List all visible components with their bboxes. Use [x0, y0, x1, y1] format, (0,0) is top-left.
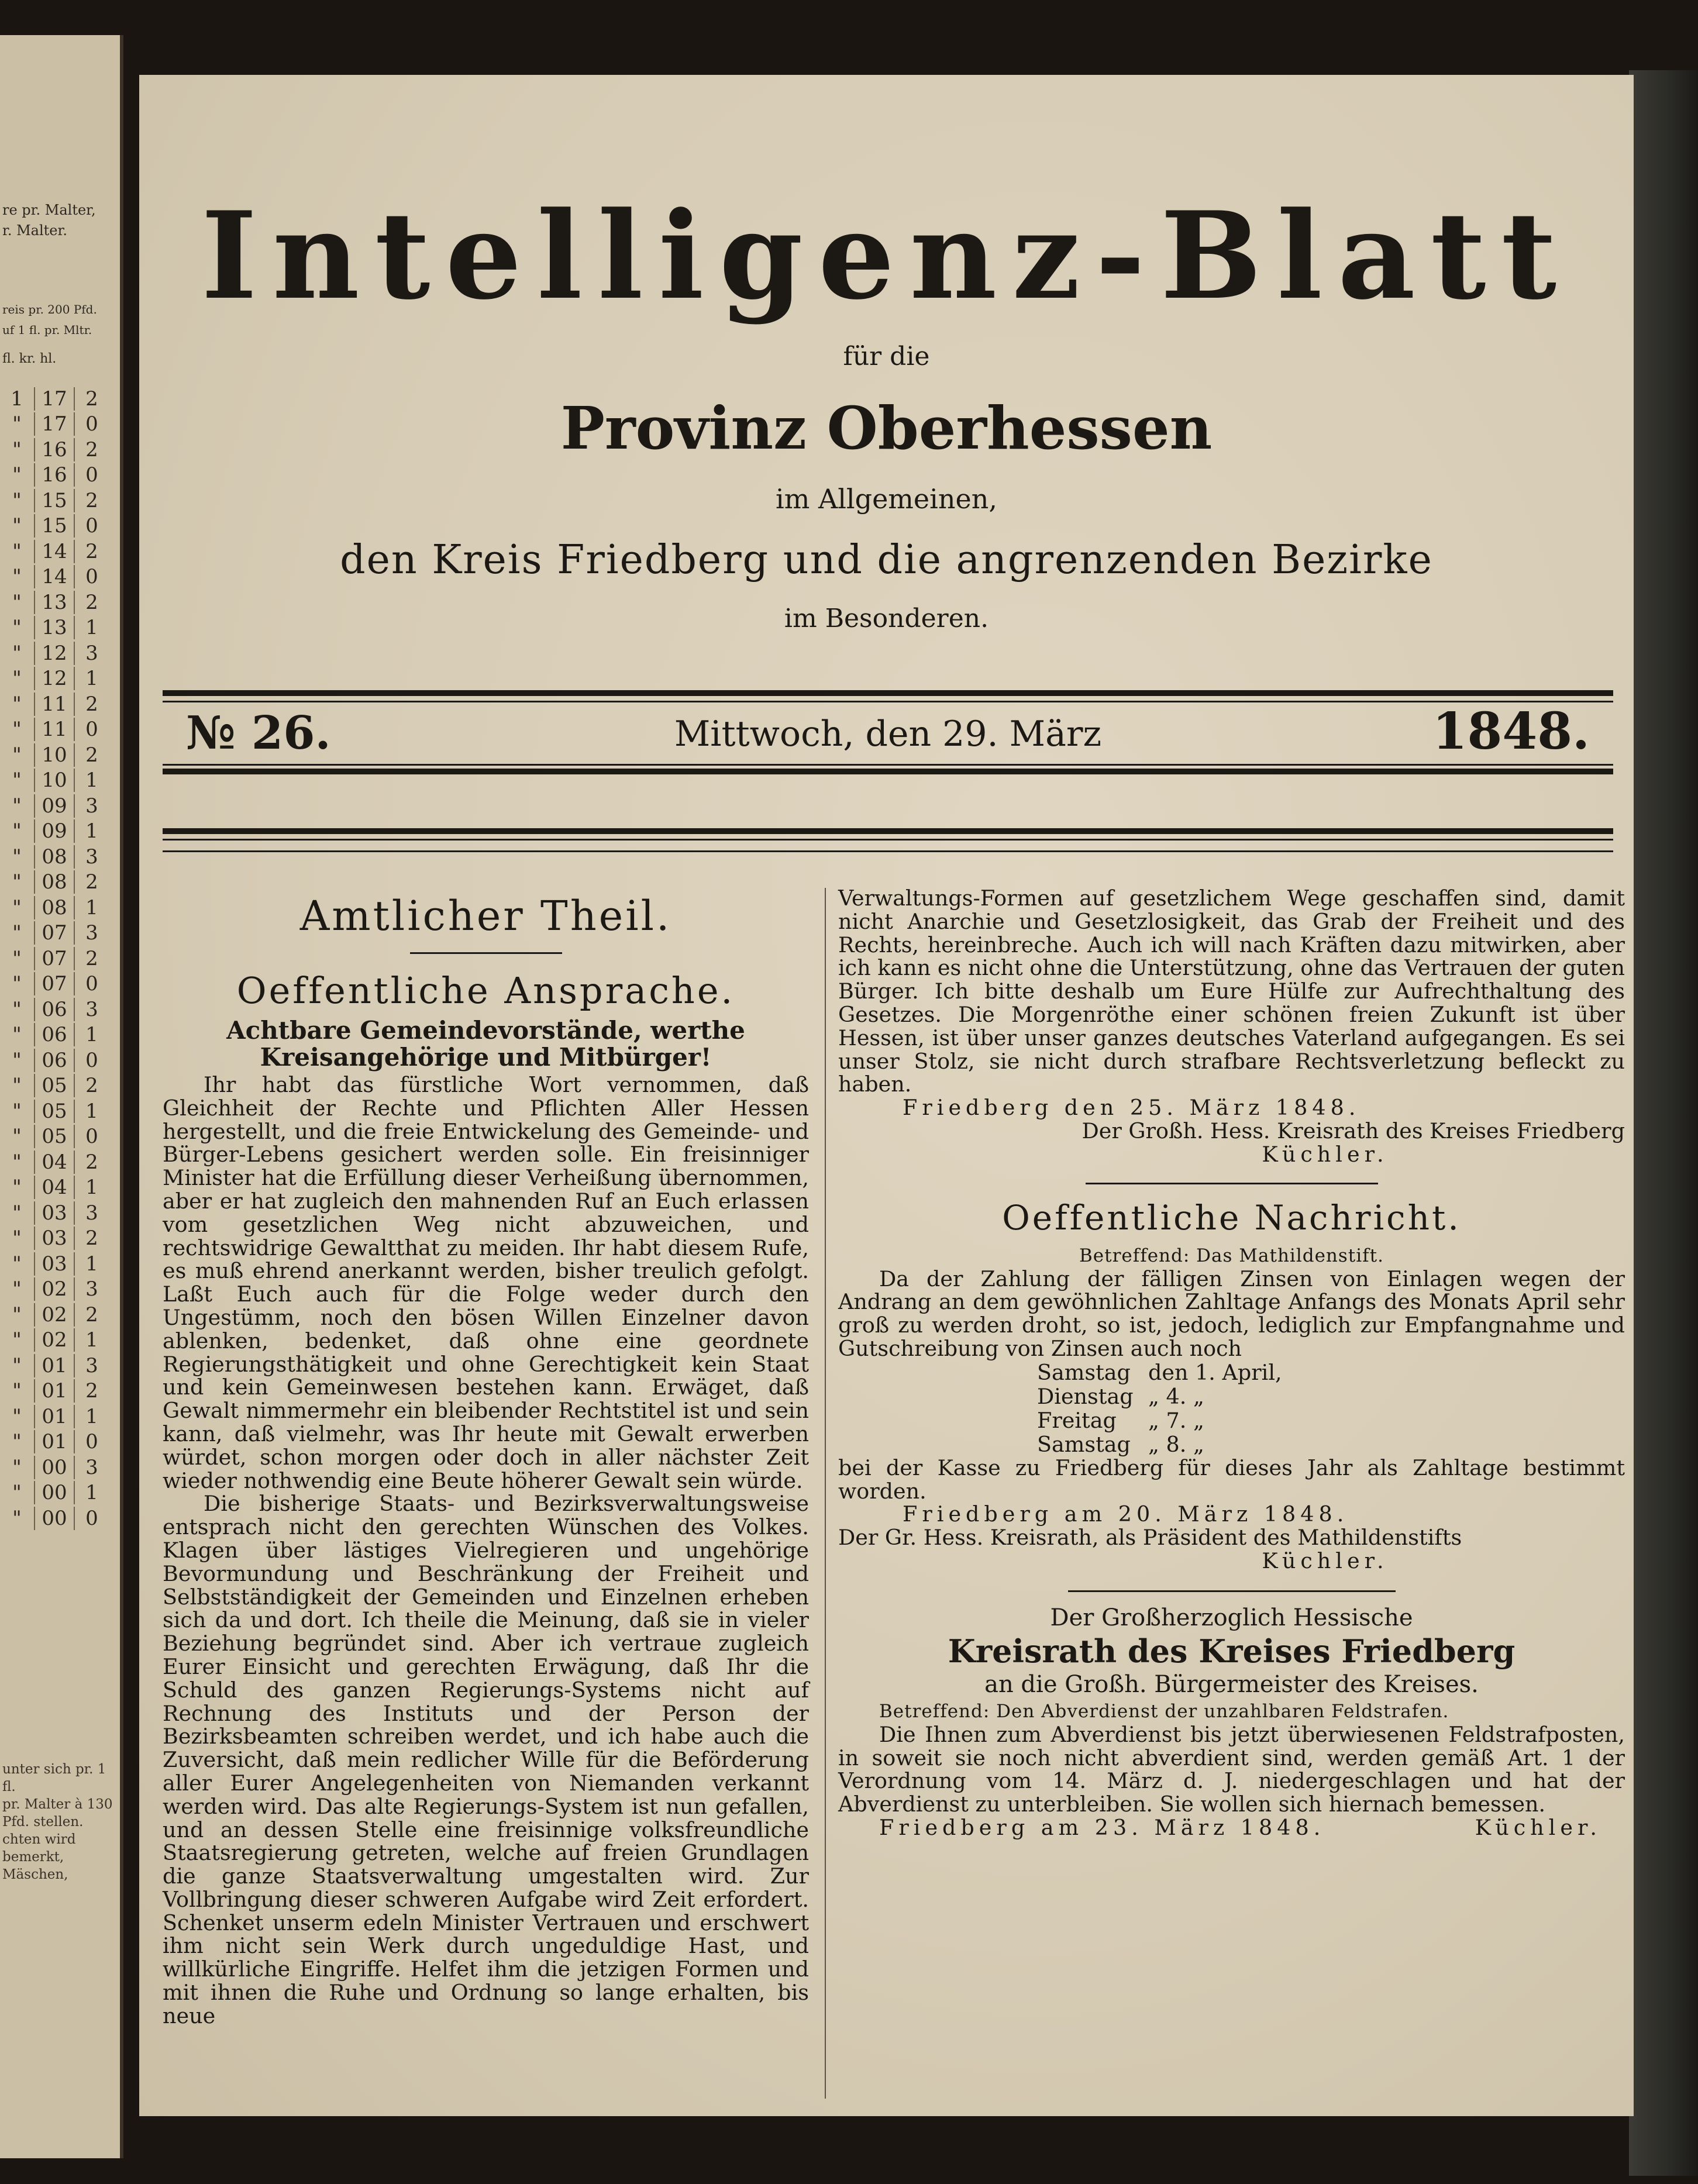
- facing-table-cell: ": [12, 1227, 22, 1251]
- facing-table-cell: ": [12, 845, 22, 869]
- facing-table-cell: 3: [85, 1201, 98, 1225]
- facing-table-cell: 05: [34, 1125, 75, 1148]
- facing-table-cell: 02: [34, 1303, 75, 1327]
- facing-table-cell: 2: [85, 539, 98, 563]
- issue-rule: [163, 769, 1613, 774]
- facing-table-row: [0, 1149, 117, 1175]
- facing-table-cell: 08: [34, 845, 75, 869]
- facing-table-row: [0, 590, 117, 615]
- facing-table-cell: 16: [34, 438, 75, 461]
- facing-table-cell: ": [12, 743, 22, 767]
- facing-table-cell: 06: [34, 1049, 75, 1072]
- facing-table-cell: 04: [34, 1176, 75, 1199]
- facing-table-cell: ": [12, 1125, 22, 1149]
- book-binding-edge: [1629, 70, 1698, 2176]
- facing-table-row: [0, 412, 117, 438]
- facing-table-cell: 02: [34, 1328, 75, 1352]
- date: den 1. April,: [1148, 1359, 1282, 1385]
- facing-table-cell: 1: [85, 819, 98, 843]
- facing-table-cell: 0: [85, 565, 98, 589]
- masthead-im-allgemeinen: im Allgemeinen,: [776, 483, 997, 515]
- masthead-kreis: den Kreis Friedberg und die angrenzenden Bezirke: [340, 537, 1433, 583]
- facing-table-cell: ": [12, 412, 22, 436]
- facing-table-cell: 0: [85, 1125, 98, 1149]
- facing-table-cell: ": [12, 870, 22, 894]
- facing-table-cell: 04: [34, 1150, 75, 1174]
- facing-table-row: [0, 768, 117, 794]
- divider: [1068, 1590, 1396, 1592]
- article-continuation: Verwaltungs-Formen auf gesetzlichem Wege geschaffen sind, damit nicht Anarchie und Gesetzlosigkeit, das Grab der Freiheit und des Rechts, hereinbreche. Auch ich will nach Kräften dazu mitwirken, aber ich kann es nicht ohne die Unterstützung, ohne das Vertrauen der guten Bürger. Ich bitte deshalb um Eure Hülfe zur Aufrechthaltung des Gesetzes. Die Morgenröthe einer schönen freien Zukunft ist über Hessen, ist über unser ganzes deutsches Vaterland aufgegangen. Es sei unser Stolz, sie nicht durch strafbare Rechtsverletzung befleckt zu haben.: [838, 886, 1625, 1097]
- masthead-fuer-die: für die: [843, 342, 930, 371]
- facing-table-row: [0, 870, 117, 895]
- facing-header-line: re pr. Malter,: [2, 202, 96, 218]
- facing-table-row: [0, 793, 117, 819]
- facing-table-cell: 1: [85, 769, 98, 793]
- facing-table-cell: 2: [85, 488, 98, 512]
- facing-table-row: [0, 946, 117, 972]
- facing-table-cell: 13: [34, 616, 75, 639]
- facing-table-cell: 3: [85, 641, 98, 665]
- facing-table-cell: ": [12, 641, 22, 665]
- place-date: Friedberg am 23. März 1848.: [879, 1814, 1325, 1840]
- facing-table-cell: 2: [85, 387, 98, 411]
- facing-table-cell: 2: [85, 1303, 98, 1327]
- facing-table-row: [0, 742, 117, 768]
- facing-table-cell: 0: [85, 718, 98, 742]
- facing-table-row: [0, 717, 117, 743]
- issue-rule: [163, 828, 1613, 834]
- facing-table-cell: 0: [85, 412, 98, 436]
- masthead-provinz: Provinz Oberhessen: [560, 394, 1213, 463]
- facing-table-row: [0, 1302, 117, 1328]
- facing-table-cell: 0: [85, 1430, 98, 1454]
- facing-table-cell: 0: [85, 972, 98, 996]
- weekday: Samstag: [1037, 1359, 1131, 1385]
- facing-table-cell: 08: [34, 870, 75, 894]
- issue-number: № 26.: [186, 707, 331, 760]
- facing-table-cell: 05: [34, 1074, 75, 1097]
- facing-table-cell: ": [12, 946, 22, 970]
- signature-name: Küchler.: [1475, 1814, 1601, 1840]
- facing-note-line: unter sich pr. 1 fl.: [2, 1762, 106, 1794]
- facing-table-cell: 3: [85, 845, 98, 869]
- date: „ 8. „: [1148, 1431, 1204, 1457]
- facing-table-cell: ": [12, 1404, 22, 1428]
- facing-table-cell: 1: [85, 895, 98, 919]
- facing-table-cell: 15: [34, 489, 75, 512]
- facing-table-cell: 2: [85, 743, 98, 767]
- facing-table-row: [0, 997, 117, 1022]
- facing-table-cell: ": [12, 1277, 22, 1301]
- place-date: Friedberg den 25. März 1848.: [903, 1095, 1361, 1121]
- facing-table-row: [0, 1048, 117, 1073]
- facing-table-cell: ": [12, 972, 22, 996]
- facing-table-cell: 09: [34, 819, 75, 843]
- facing-table-header: fl. kr. hl.: [2, 352, 57, 366]
- facing-table-cell: 1: [85, 1099, 98, 1123]
- facing-table-cell: 1: [85, 1176, 98, 1200]
- facing-table-row: [0, 1455, 117, 1480]
- article-heading-line: Kreisrath des Kreises Friedberg: [948, 1632, 1516, 1670]
- facing-table-cell: 03: [34, 1252, 75, 1276]
- article-paragraph: Die bisherige Staats- und Bezirksverwaltungsweise entsprach nicht den gerechten Wünschen des Volkes. Klagen über lästiges Vielregieren und ungehörige Bevormundung und Beschränkung der Freiheit und Selbstständigkeit der Gemeinden und Einzelnen erheben sich da und dort. Ich theile die Meinung, daß sie in vieler Beziehung begründet sind. Aber ich vertraue zugleich Eurer Einsicht und gerechten Erwägung, daß Ihr die Schuld des ganzen Regierungs-Systems nicht auf Rechnung des Instituts und der Person der Bezirksbeamten schreiben werdet, und ich habe auch die Zuversicht, daß mein redlicher Wille für die Beförderung aller Eurer Angelegenheiten von Niemanden verkannt werden wird. Das alte Regierungs-System ist nun gefallen, und an dessen Stelle eine freisinnige volksfreundliche Staatsregierung getreten, welche auf freien Grundlagen die ganze Staatsverwaltung umgestalten wird. Zur Vollbringung dieser schweren Aufgabe wird Zeit erfordert. Schenket unserm edeln Minister Vertrauen und erschwert ihm nicht sein Werk durch ungeduldige Hast, und willkürliche Eingriffe. Helfet ihm die jetzigen Formen und mit ihnen die Ruhe und Ordnung so lange erhalten, bis neue: [163, 1491, 809, 2028]
- facing-table-cell: ": [12, 667, 22, 691]
- facing-table-cell: 12: [34, 642, 75, 665]
- divider: [1086, 1183, 1378, 1184]
- facing-table-cell: ": [12, 1150, 22, 1174]
- facing-table-cell: 09: [34, 794, 75, 818]
- facing-table-row: [0, 1073, 117, 1099]
- facing-table-cell: 3: [85, 921, 98, 945]
- facing-table-cell: 3: [85, 1277, 98, 1301]
- facing-table-cell: ": [12, 1328, 22, 1352]
- signature-line: Der Großh. Hess. Kreisrath des Kreises Friedberg: [1082, 1118, 1625, 1143]
- signature-line: Der Gr. Hess. Kreisrath, als Präsident des Mathildenstifts: [838, 1525, 1462, 1551]
- facing-table-cell: ": [12, 794, 22, 818]
- facing-page-fragment: [0, 35, 123, 2158]
- facing-table-row: [0, 1506, 117, 1531]
- facing-table-cell: 2: [85, 590, 98, 614]
- facing-table-row: [0, 1098, 117, 1124]
- facing-table-row: [0, 1353, 117, 1379]
- facing-table-cell: ": [12, 539, 22, 563]
- facing-table-cell: ": [12, 718, 22, 742]
- article-betreffend: Betreffend: Das Mathildenstift.: [1079, 1245, 1384, 1266]
- facing-table-cell: ": [12, 1048, 22, 1072]
- facing-table-cell: 05: [34, 1100, 75, 1123]
- facing-table-cell: ": [12, 1252, 22, 1276]
- facing-table-cell: 16: [34, 463, 75, 487]
- facing-table-cell: 01: [34, 1405, 75, 1428]
- right-column: [838, 887, 1625, 1839]
- facing-table-cell: ": [12, 997, 22, 1021]
- facing-table-cell: 0: [85, 463, 98, 487]
- facing-table-row: [0, 1379, 117, 1404]
- date: „ 7. „: [1148, 1407, 1204, 1433]
- date: „ 4. „: [1148, 1383, 1204, 1409]
- facing-table-cell: ": [12, 514, 22, 538]
- facing-table-cell: 1: [85, 1252, 98, 1276]
- facing-table-cell: 3: [85, 1455, 98, 1479]
- facing-table-row: [0, 1328, 117, 1353]
- facing-table-cell: 07: [34, 947, 75, 970]
- payment-date-row: [1037, 1408, 1625, 1432]
- issue-rule: [163, 839, 1613, 840]
- facing-table-cell: 2: [85, 870, 98, 894]
- facing-table-row: [0, 514, 117, 539]
- section-title: Amtlicher Theil.: [299, 892, 672, 940]
- facing-table-cell: ": [12, 463, 22, 487]
- masthead-im-besonderen: im Besonderen.: [784, 604, 989, 633]
- article-paragraph: Da der Zahlung der fälligen Zinsen von Einlagen wegen der Andrang an dem gewöhnlichen Zahltage Anfangs des Monats April sehr groß zu werden droht, so ist, jedoch, lediglich zur Empfangnahme und Gutschreibung von Zinsen auch noch: [838, 1266, 1625, 1361]
- article-salutation: Achtbare Gemeindevorstände, werthe Kreisangehörige und Mitbürger!: [226, 1016, 745, 1072]
- article-paragraph: bei der Kasse zu Friedberg für dieses Jahr als Zahltage bestimmt worden.: [838, 1455, 1625, 1504]
- facing-table-cell: 07: [34, 921, 75, 945]
- facing-table-cell: ": [12, 1201, 22, 1225]
- article-heading-line: an die Großh. Bürgermeister des Kreises.: [984, 1670, 1479, 1698]
- facing-note-line: chten wird bemerkt,: [2, 1832, 76, 1865]
- facing-table-cell: ": [12, 692, 22, 716]
- facing-table-cell: ": [12, 1481, 22, 1505]
- facing-table-row: [0, 1200, 117, 1226]
- facing-table-cell: 3: [85, 1353, 98, 1377]
- issue-line: [163, 702, 1613, 765]
- facing-table-row: [0, 488, 117, 514]
- facing-table-cell: 14: [34, 540, 75, 563]
- facing-table-row: [0, 640, 117, 666]
- article-paragraph: Ihr habt das fürstliche Wort vernommen, daß Gleichheit der Rechte und Pflichten Aller Hessen hergestellt, und die freie Entwickelung des Gemeinde- und Bürger-Lebens gesichert werden solle. Ein freisinniger Minister hat die Erfüllung dieser Verheißung übernommen, aber er hat zugleich den mahnenden Ruf an Euch erlassen vom gesetzlichen Weg nicht abzuweichen, und rechtswidrige Gewaltthat zu meiden. Ihr habt diesem Rufe, es muß ehrend anerkannt werden, bisher treulich gefolgt. Laßt Euch auch für die Folge weder durch den Ungestümm, noch den bösen Willen Einzelner davon ablenken, bedenket, daß ohne eine geordnete Regierungsthätigkeit und ohne Gerechtigkeit kein Staat und kein Gemeinwesen bestehen kann. Erwäget, daß Gewalt nimmermehr ein bleibender Rechtstitel ist und sein kann, daß vielmehr, was Ihr heute mit Gewalt erwerben würdet, schon morgen oder doch in aller nächster Zeit wieder nothwendig eine Beute höherer Gewalt sein würde.: [163, 1072, 809, 1493]
- weekday: Freitag: [1037, 1407, 1117, 1433]
- facing-table-cell: 00: [34, 1481, 75, 1504]
- facing-table-cell: 1: [85, 1404, 98, 1428]
- facing-table-cell: ": [12, 1379, 22, 1403]
- facing-table-cell: 2: [85, 438, 98, 461]
- facing-table-cell: 2: [85, 1227, 98, 1251]
- facing-table-cell: 02: [34, 1277, 75, 1301]
- place-date: Friedberg am 20. März 1848.: [903, 1501, 1349, 1527]
- facing-table-cell: 15: [34, 514, 75, 538]
- facing-note-line: Pfd. stellen.: [2, 1814, 84, 1830]
- facing-table-cell: ": [12, 895, 22, 919]
- facing-table-cell: 13: [34, 591, 75, 614]
- article-title: Oeffentliche Ansprache.: [236, 969, 735, 1012]
- left-column: [163, 887, 809, 2028]
- signature-name: Küchler.: [1262, 1141, 1389, 1167]
- facing-table-cell: ": [12, 1430, 22, 1454]
- facing-table-row: [0, 895, 117, 921]
- facing-table-cell: 1: [85, 616, 98, 640]
- facing-price-table: [0, 386, 117, 1531]
- facing-table-cell: 00: [34, 1456, 75, 1479]
- article-title: Oeffentliche Nachricht.: [1002, 1197, 1461, 1238]
- masthead-title: Intelligenz-Blatt: [201, 186, 1572, 326]
- facing-table-row: [0, 1251, 117, 1277]
- facing-table-row: [0, 691, 117, 717]
- facing-table-cell: ": [12, 1074, 22, 1098]
- facing-note-line: Mäschen,: [2, 1867, 68, 1882]
- facing-table-cell: 2: [85, 1379, 98, 1403]
- facing-table-cell: 11: [34, 718, 75, 741]
- article-betreffend: Betreffend: Den Abverdienst der unzahlbaren Feldstrafen.: [879, 1700, 1449, 1722]
- facing-table-cell: ": [12, 565, 22, 589]
- facing-table-cell: 01: [34, 1379, 75, 1403]
- weekday: Dienstag: [1037, 1383, 1134, 1409]
- facing-table-cell: ": [12, 616, 22, 640]
- payment-date-row: [1037, 1384, 1625, 1408]
- facing-table-row: [0, 1404, 117, 1429]
- facing-table-cell: 03: [34, 1227, 75, 1250]
- facing-table-cell: 17: [34, 387, 75, 411]
- facing-table-cell: 1: [85, 1023, 98, 1047]
- signature-name: Küchler.: [1262, 1548, 1389, 1573]
- facing-table-cell: 0: [85, 1506, 98, 1530]
- facing-table-row: [0, 615, 117, 641]
- facing-table-cell: 2: [85, 946, 98, 970]
- facing-table-cell: 3: [85, 794, 98, 818]
- facing-table-row: [0, 666, 117, 692]
- facing-table-header: uf 1 fl. pr. Mltr.: [2, 323, 92, 337]
- facing-table-cell: ": [12, 1176, 22, 1200]
- facing-table-row: [0, 1277, 117, 1303]
- facing-table-cell: 1: [85, 667, 98, 691]
- facing-table-cell: ": [12, 1506, 22, 1530]
- masthead-rule: [163, 690, 1613, 696]
- facing-table-cell: ": [12, 769, 22, 793]
- facing-table-cell: ": [12, 1023, 22, 1047]
- payment-dates: [1037, 1360, 1625, 1456]
- payment-date-row: [1037, 1432, 1625, 1456]
- facing-table-row: [0, 1480, 117, 1506]
- facing-note-line: pr. Malter à 130: [2, 1797, 113, 1812]
- facing-table-cell: 3: [85, 997, 98, 1021]
- column-divider: [825, 888, 826, 2099]
- facing-table-cell: ": [12, 1353, 22, 1377]
- facing-table-row: [0, 921, 117, 946]
- facing-table-cell: ": [12, 1099, 22, 1123]
- facing-table-row: [0, 1175, 117, 1201]
- facing-table-cell: ": [12, 438, 22, 461]
- facing-table-cell: 11: [34, 693, 75, 716]
- facing-table-row: [0, 437, 117, 463]
- facing-table-row: [0, 1226, 117, 1252]
- issue-date: Mittwoch, den 29. März: [674, 714, 1102, 755]
- facing-table-cell: 17: [34, 412, 75, 436]
- facing-table-cell: 01: [34, 1430, 75, 1453]
- weekday: Samstag: [1037, 1431, 1131, 1457]
- facing-table-cell: 06: [34, 998, 75, 1021]
- payment-date-row: [1037, 1360, 1625, 1384]
- facing-table-row: [0, 539, 117, 564]
- facing-table-row: [0, 1124, 117, 1150]
- closing-line: [838, 1816, 1625, 1839]
- facing-table-cell: ": [12, 1303, 22, 1327]
- facing-table-row: [0, 844, 117, 870]
- facing-header-line: r. Malter.: [2, 222, 67, 239]
- facing-table-cell: 10: [34, 769, 75, 792]
- facing-table-cell: 08: [34, 896, 75, 919]
- facing-bottom-notes: [2, 1761, 116, 1883]
- masthead-rule: [163, 701, 1613, 702]
- facing-table-row: [0, 1429, 117, 1455]
- facing-table-row: [0, 819, 117, 845]
- facing-table-row: [0, 564, 117, 590]
- divider: [410, 952, 562, 954]
- facing-table-cell: 14: [34, 565, 75, 588]
- newspaper-page: [139, 75, 1634, 2116]
- facing-table-cell: ": [12, 1455, 22, 1479]
- facing-table-cell: 2: [85, 692, 98, 716]
- facing-table-row: [0, 463, 117, 488]
- facing-table-cell: 1: [11, 387, 23, 411]
- facing-table-row: [0, 386, 117, 412]
- facing-table-cell: 12: [34, 667, 75, 690]
- facing-table-row: [0, 972, 117, 997]
- facing-table-header: reis pr. 200 Pfd.: [2, 302, 97, 316]
- facing-table-cell: 0: [85, 514, 98, 538]
- facing-table-cell: 06: [34, 1023, 75, 1046]
- facing-table-cell: 10: [34, 743, 75, 767]
- facing-table-cell: ": [12, 488, 22, 512]
- facing-table-cell: 1: [85, 1481, 98, 1505]
- facing-table-row: [0, 1022, 117, 1048]
- issue-year: 1848.: [1432, 702, 1590, 761]
- facing-table-cell: 07: [34, 972, 75, 995]
- facing-table-cell: 0: [85, 1048, 98, 1072]
- facing-table-cell: 2: [85, 1150, 98, 1174]
- facing-table-cell: ": [12, 819, 22, 843]
- article-heading-line: Der Großherzoglich Hessische: [1050, 1604, 1413, 1631]
- facing-table-cell: 03: [34, 1201, 75, 1225]
- facing-table-cell: 1: [85, 1328, 98, 1352]
- column-top-rule: [163, 850, 1613, 852]
- facing-table-cell: ": [12, 590, 22, 614]
- facing-table-cell: 00: [34, 1507, 75, 1530]
- facing-table-cell: ": [12, 921, 22, 945]
- facing-table-cell: 2: [85, 1074, 98, 1098]
- article-paragraph: Die Ihnen zum Abverdienst bis jetzt überwiesenen Feldstrafposten, in soweit sie noch nicht abverdient sind, werden gemäß Art. 1 der Verordnung vom 14. März d. J. niedergeschlagen und hat der Abverdienst zu unterbleiben. Sie wollen sich hiernach bemessen.: [838, 1721, 1625, 1817]
- facing-table-cell: 01: [34, 1354, 75, 1377]
